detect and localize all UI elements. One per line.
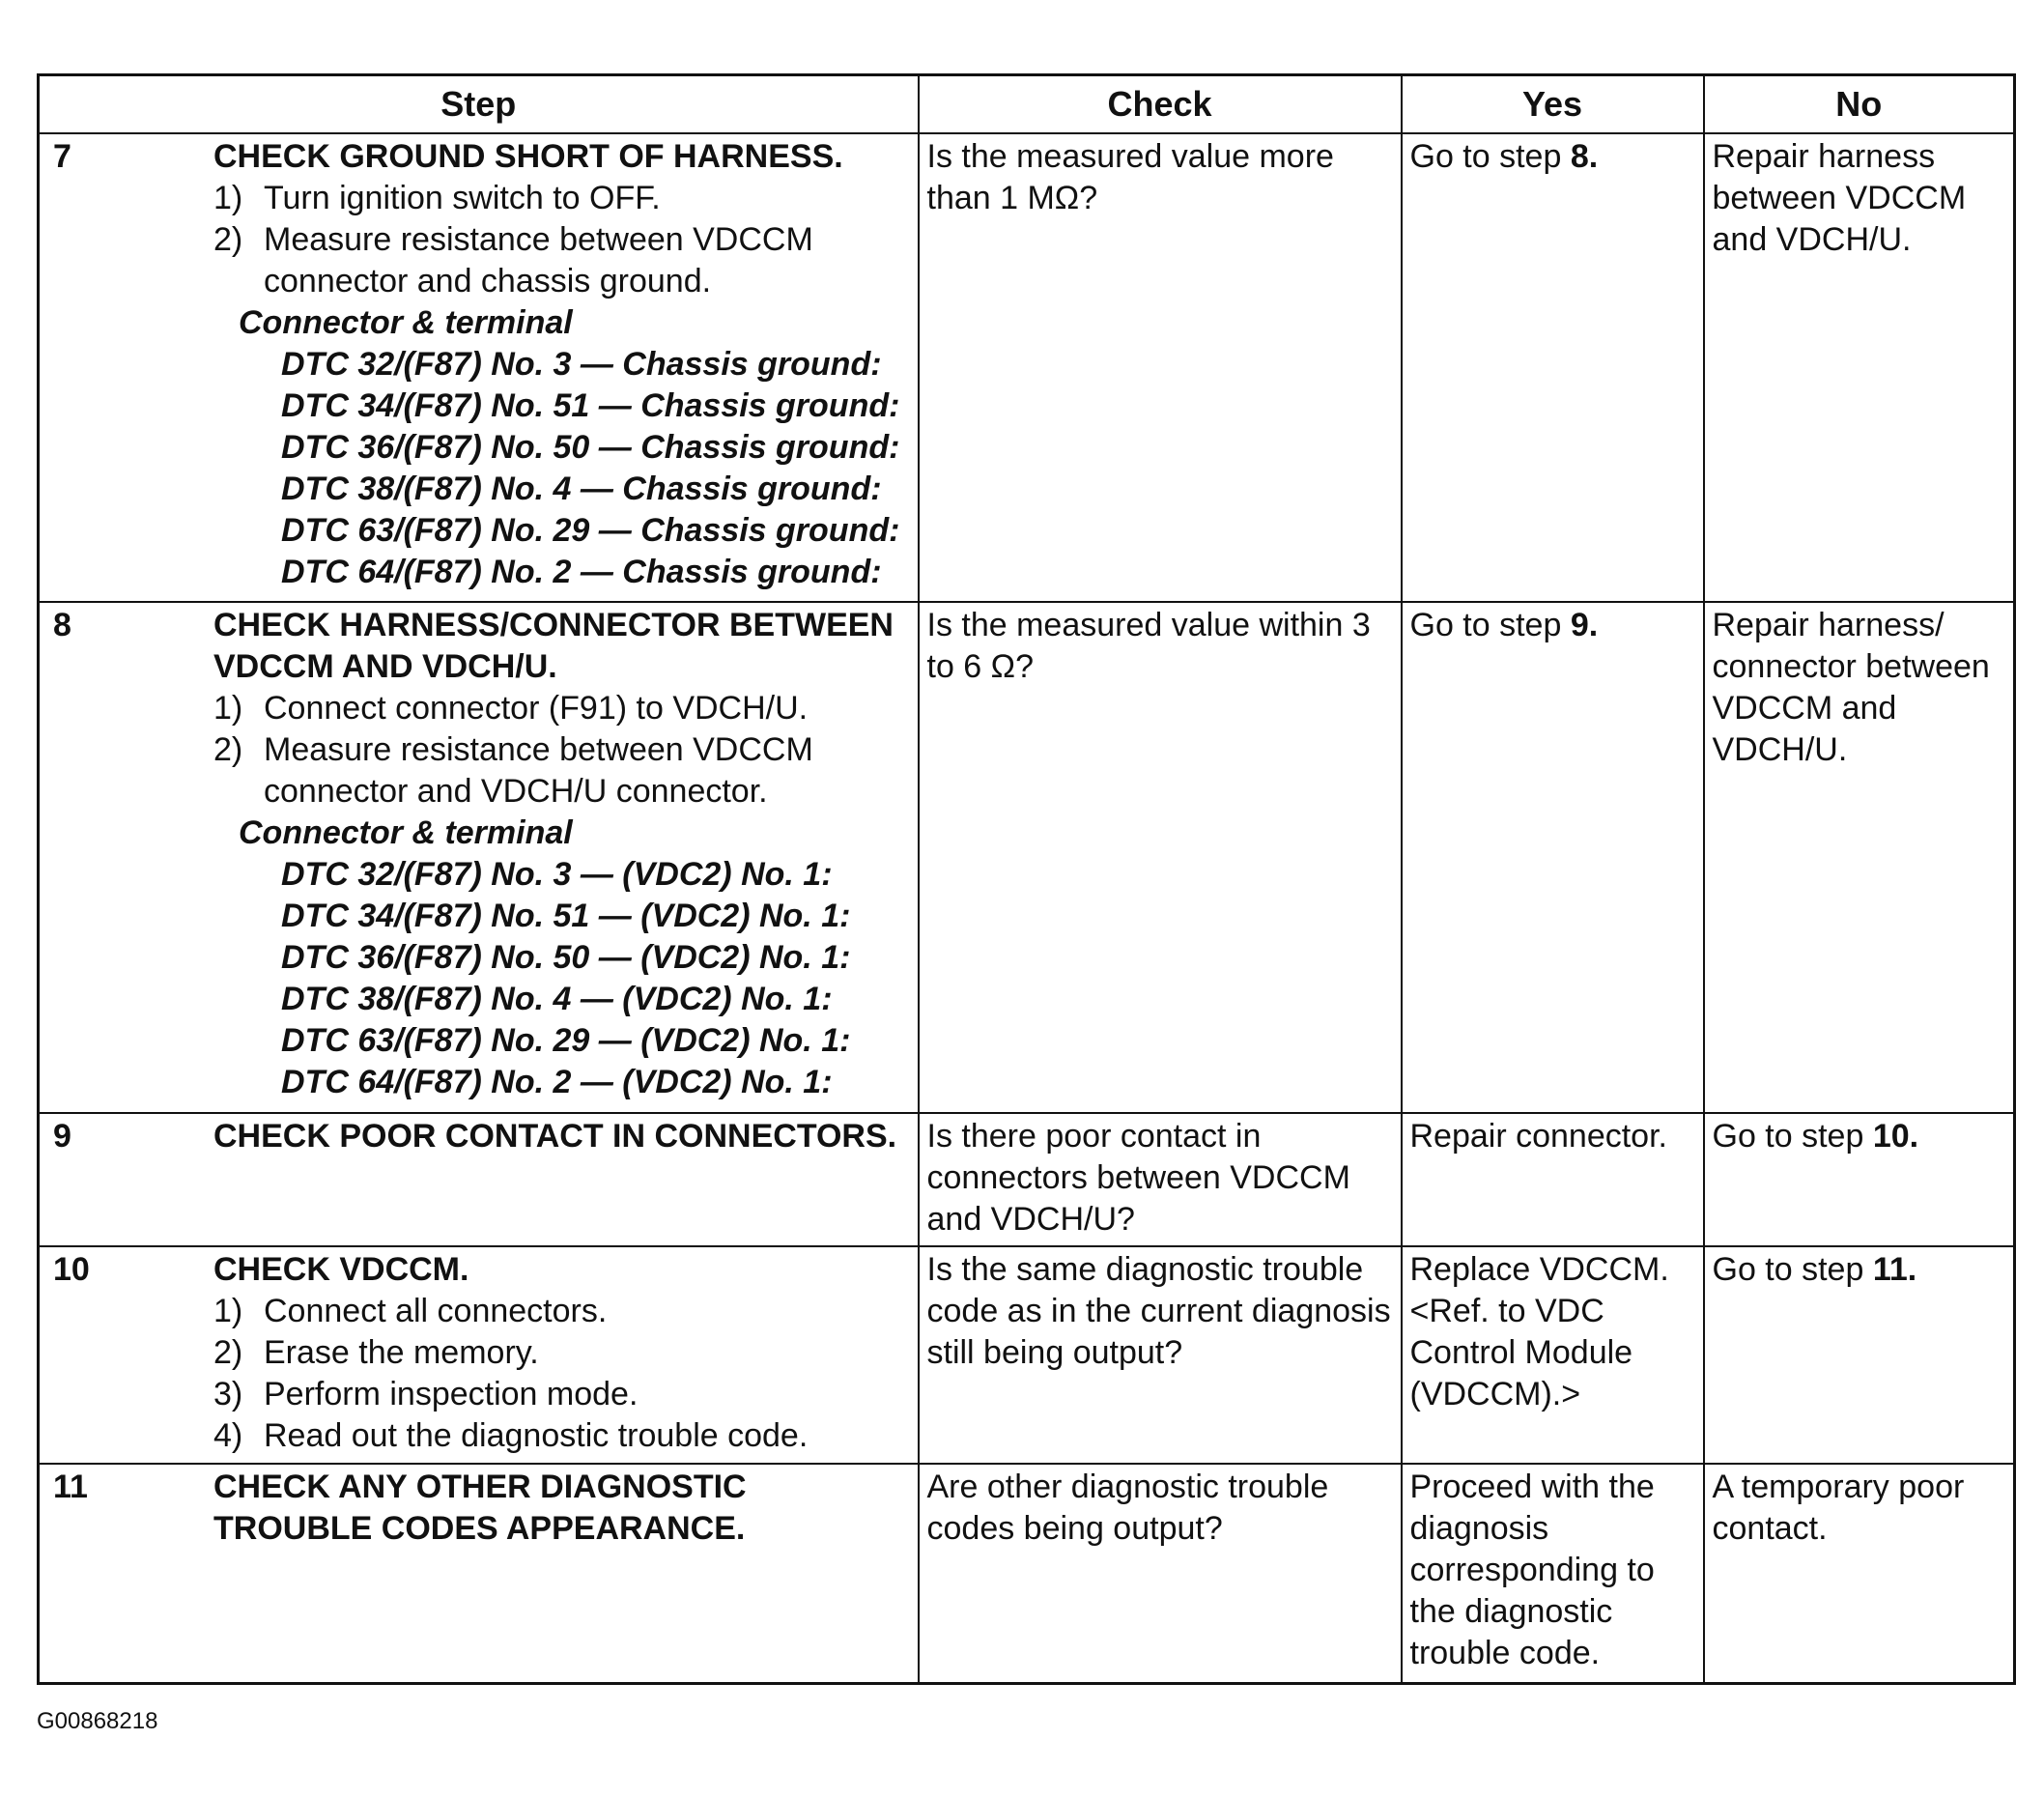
- no-text: Repair harness between VDCCM and VDCH/U.: [1712, 138, 1967, 258]
- procedure-item: [213, 1291, 914, 1332]
- step-number: 10: [53, 1250, 90, 1288]
- check-text: Is the same diagnostic trouble code as in the current diagnosis still being output?: [926, 1250, 1391, 1371]
- check-cell: [919, 1246, 1402, 1464]
- procedure-text: Connect all connectors.: [264, 1292, 608, 1329]
- table-row: [39, 133, 2015, 602]
- check-text: Is the measured value within 3 to 6 Ω?: [926, 607, 1371, 686]
- procedure-text: Connect connector (F91) to VDCH/U.: [264, 690, 809, 727]
- header-step: Step: [39, 75, 919, 134]
- yes-text: Proceed with the diagnosis corresponding to the diagnostic trouble code.: [1409, 1468, 1655, 1671]
- connector-heading: Connector & terminal: [239, 304, 573, 341]
- procedure-item: [213, 729, 914, 813]
- check-cell: [919, 1464, 1402, 1684]
- step-cell: [39, 1113, 919, 1246]
- check-cell: [919, 602, 1402, 1112]
- header-check: Check: [919, 75, 1402, 134]
- procedure-number: 2): [213, 731, 243, 769]
- table-row: [39, 1246, 2015, 1464]
- procedure-text: Turn ignition switch to OFF.: [264, 180, 661, 216]
- procedure-number: 4): [213, 1416, 243, 1454]
- header-yes: Yes: [1402, 75, 1704, 134]
- no-text: A temporary poor contact.: [1712, 1468, 1965, 1547]
- step-number: 9: [53, 1117, 71, 1155]
- step-title: CHECK GROUND SHORT OF HARNESS.: [213, 138, 843, 175]
- yes-step-ref: 9.: [1570, 607, 1599, 644]
- no-step-ref: 11.: [1872, 1250, 1917, 1288]
- no-cell: [1704, 602, 2015, 1112]
- yes-text: Go to step: [1409, 607, 1571, 644]
- yes-text: Replace VDCCM. <Ref. to VDC Control Module (VDCCM).>: [1409, 1250, 1669, 1412]
- step-body: [213, 605, 914, 1103]
- no-text: Go to step: [1712, 1117, 1873, 1155]
- step-cell: [39, 1246, 919, 1464]
- connector-terminal-line: DTC 36/(F87) No. 50 — Chassis ground:: [281, 429, 900, 466]
- step-number: 11: [53, 1468, 88, 1505]
- procedure-item: [213, 178, 914, 219]
- procedure-number: 1): [213, 690, 243, 727]
- procedure-item: [213, 1332, 914, 1374]
- yes-text: Go to step: [1409, 138, 1571, 175]
- no-cell: [1704, 133, 2015, 602]
- yes-text: Repair connector.: [1409, 1117, 1667, 1155]
- yes-cell: [1402, 602, 1704, 1112]
- table-row: [39, 1464, 2015, 1684]
- step-cell: [39, 1464, 919, 1684]
- header-no: No: [1704, 75, 2015, 134]
- check-cell: [919, 133, 1402, 602]
- connector-terminal-line: DTC 32/(F87) No. 3 — (VDC2) No. 1:: [281, 856, 833, 894]
- step-cell: [39, 133, 919, 602]
- procedure-number: 3): [213, 1375, 243, 1412]
- yes-cell: [1402, 133, 1704, 602]
- check-text: Are other diagnostic trouble codes being output?: [926, 1468, 1329, 1547]
- connector-heading: Connector & terminal: [239, 814, 573, 852]
- no-step-ref: 10.: [1872, 1117, 1919, 1155]
- step-title: CHECK POOR CONTACT IN CONNECTORS.: [213, 1117, 897, 1155]
- connector-terminal-line: DTC 63/(F87) No. 29 — (VDC2) No. 1:: [281, 1022, 851, 1060]
- connector-terminal-line: DTC 38/(F87) No. 4 — (VDC2) No. 1:: [281, 981, 833, 1018]
- procedure-text: Erase the memory.: [264, 1333, 539, 1371]
- step-title: CHECK ANY OTHER DIAGNOSTIC TROUBLE CODES APPEARANCE.: [213, 1468, 747, 1547]
- check-cell: [919, 1113, 1402, 1246]
- step-body: [213, 136, 914, 593]
- connector-terminal-line: DTC 64/(F87) No. 2 — (VDC2) No. 1:: [281, 1064, 833, 1101]
- no-cell: [1704, 1113, 2015, 1246]
- connector-terminal-line: DTC 64/(F87) No. 2 — Chassis ground:: [281, 554, 882, 590]
- connector-terminal-line: DTC 34/(F87) No. 51 — Chassis ground:: [281, 387, 900, 424]
- header-row: [39, 75, 2015, 134]
- step-body: [213, 1116, 914, 1157]
- procedure-text: Measure resistance between VDCCM connector and chassis ground.: [264, 221, 813, 300]
- procedure-number: 2): [213, 1333, 243, 1371]
- connector-terminal-line: DTC 63/(F87) No. 29 — Chassis ground:: [281, 512, 900, 549]
- procedure-text: Perform inspection mode.: [264, 1375, 639, 1412]
- yes-cell: [1402, 1113, 1704, 1246]
- step-title: CHECK VDCCM.: [213, 1250, 469, 1288]
- yes-step-ref: 8.: [1570, 138, 1599, 175]
- figure-id: G00868218: [37, 1708, 158, 1734]
- table-row: [39, 602, 2015, 1112]
- procedure-item: [213, 219, 914, 302]
- no-cell: [1704, 1246, 2015, 1464]
- table-row: [39, 1113, 2015, 1246]
- check-text: Is there poor contact in connectors between VDCCM and VDCH/U?: [926, 1117, 1350, 1238]
- no-text: Go to step: [1712, 1250, 1873, 1288]
- step-title: CHECK HARNESS/CONNECTOR BETWEEN VDCCM AND VDCH/U.: [213, 607, 894, 686]
- procedure-number: 1): [213, 180, 243, 216]
- step-cell: [39, 602, 919, 1112]
- connector-terminal-line: DTC 36/(F87) No. 50 — (VDC2) No. 1:: [281, 939, 851, 977]
- procedure-item: [213, 1374, 914, 1415]
- yes-cell: [1402, 1246, 1704, 1464]
- no-text: Repair harness/ connector between VDCCM and VDCH/U.: [1712, 607, 1990, 769]
- step-body: [213, 1467, 914, 1550]
- procedure-text: Measure resistance between VDCCM connector and VDCH/U connector.: [264, 731, 813, 811]
- procedure-text: Read out the diagnostic trouble code.: [264, 1416, 809, 1454]
- procedure-number: 1): [213, 1292, 243, 1329]
- connector-terminal-line: DTC 34/(F87) No. 51 — (VDC2) No. 1:: [281, 898, 851, 935]
- step-number: 7: [53, 138, 71, 175]
- procedure-item: [213, 1415, 914, 1457]
- step-number: 8: [53, 607, 71, 644]
- no-cell: [1704, 1464, 2015, 1684]
- step-body: [213, 1249, 914, 1457]
- connector-terminal-line: DTC 38/(F87) No. 4 — Chassis ground:: [281, 471, 882, 507]
- check-text: Is the measured value more than 1 MΩ?: [926, 138, 1334, 216]
- procedure-number: 2): [213, 221, 243, 258]
- diagnosis-table: [37, 73, 2016, 1685]
- procedure-item: [213, 688, 914, 729]
- yes-cell: [1402, 1464, 1704, 1684]
- connector-terminal-line: DTC 32/(F87) No. 3 — Chassis ground:: [281, 346, 882, 383]
